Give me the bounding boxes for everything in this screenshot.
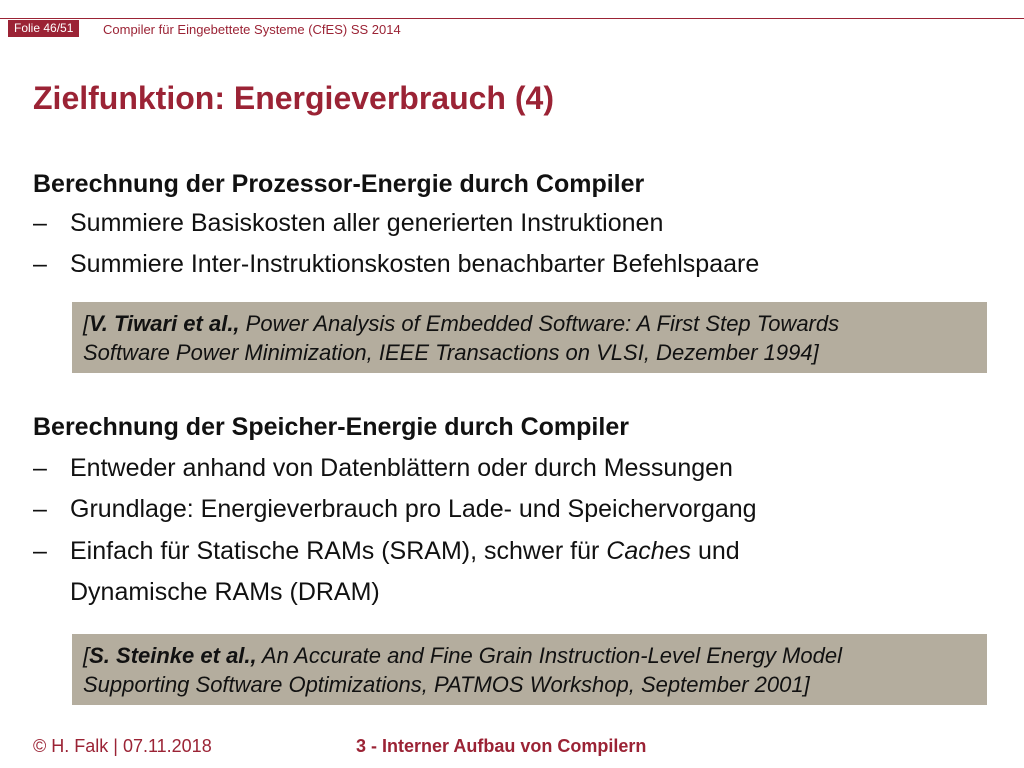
bullet-text-italic: Caches <box>606 537 692 565</box>
header-rule <box>0 18 1024 19</box>
reference-bracket: [ <box>83 311 90 336</box>
bullet-text-end: und <box>691 537 740 565</box>
footer-author-date: © H. Falk | 07.11.2018 <box>33 736 212 756</box>
bullet-text: Summiere Inter-Instruktionskosten benachbarter Befehlspaare <box>70 250 760 278</box>
reference-box-steinke <box>72 634 987 705</box>
bullet-text: Grundlage: Energieverbrauch pro Lade- und Speichervorgang <box>70 495 757 523</box>
reference-line: Software Power Minimization, IEEE Transactions on VLSI, Dezember 1994] <box>83 340 819 365</box>
reference-bracket: [ <box>83 643 90 668</box>
bullet-text: Dynamische RAMs (DRAM) <box>70 578 380 606</box>
bullet-text-start: Einfach für Statische RAMs (SRAM), schwer für <box>70 537 607 565</box>
reference-authors: V. Tiwari et al., <box>89 311 240 336</box>
bullet-dash: – <box>33 209 47 237</box>
reference-line <box>83 641 981 670</box>
bullet-dash: – <box>33 250 47 278</box>
reference-title: Power Analysis of Embedded Software: A First Step Towards <box>239 311 840 336</box>
reference-box-tiwari <box>72 302 987 373</box>
course-title: Compiler für Eingebettete Systeme (CfES) SS 2014 <box>103 22 401 37</box>
reference-authors: S. Steinke et al., <box>89 643 257 668</box>
footer-chapter: 3 - Interner Aufbau von Compilern <box>356 736 647 756</box>
bullet-text: Entweder anhand von Datenblättern oder durch Messungen <box>70 454 733 482</box>
slide-number-badge: Folie 46/51 <box>8 20 79 37</box>
bullet-text <box>70 535 740 567</box>
slide-title: Zielfunktion: Energieverbrauch (4) <box>33 80 554 116</box>
reference-title: An Accurate and Fine Grain Instruction-Level Energy Model <box>256 643 842 668</box>
section-heading-processor: Berechnung der Prozessor-Energie durch Compiler <box>33 170 645 198</box>
bullet-text: Summiere Basiskosten aller generierten Instruktionen <box>70 209 664 237</box>
reference-line <box>83 309 981 338</box>
reference-line: Supporting Software Optimizations, PATMOS Workshop, September 2001] <box>83 672 810 697</box>
bullet-dash: – <box>33 495 47 523</box>
bullet-dash: – <box>33 537 47 565</box>
section-heading-memory: Berechnung der Speicher-Energie durch Compiler <box>33 413 629 441</box>
bullet-dash: – <box>33 454 47 482</box>
